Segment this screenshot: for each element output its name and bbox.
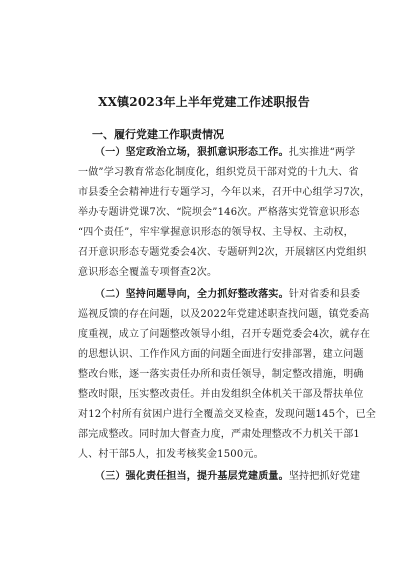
- paragraph-1-line-6: 召开意识形态专题党委会4次、专题研判2次，开展辖区内党组织: [78, 247, 367, 258]
- paragraph-2-line-1: [95, 289, 361, 301]
- paragraph-3-heading: （三）强化责任担当，提升基层党建质量。: [95, 471, 289, 482]
- paragraph-1-line-5: “四个责任”，牢牢掌握意识形态的领导权、主导权、主动权，: [78, 227, 354, 238]
- paragraph-2-line-8: 部完成整改。同时加大督查力度，严肃处理整改不力机关干部1: [78, 429, 360, 440]
- paragraph-1-line-2: 一做”学习教育常态化制度化，组织党员干部对党的十九大、省: [78, 167, 359, 178]
- paragraph-2-line-5: 整改台账，逐一落实责任办所和责任领导，制定整改措施，明确: [78, 369, 364, 380]
- paragraph-1-line-1: [95, 147, 356, 159]
- paragraph-2-line-3: 度重视，成立了问题整改领导小组，召开专题党委会4次，就存在: [78, 329, 371, 340]
- paragraph-3-line-1: [95, 471, 361, 483]
- paragraph-2-heading: （二）坚持问题导向，全力抓好整改落实。: [95, 289, 289, 300]
- paragraph-2-line-4: 的思想认识、工作作风方面的问题全面进行安排部署，建立问题: [78, 349, 364, 360]
- paragraph-1-line-7: 意识形态全覆盖专项督查2次。: [78, 267, 218, 278]
- paragraph-2-line-6: 整改时限，压实整改责任。并由发组织全体机关干部及帮扶单位: [78, 389, 364, 400]
- paragraph-1-line-4: 举办专题讲党课7次、“院坝会”146次。严格落实党管意识形态: [78, 207, 360, 218]
- paragraph-1-line-3: 市县委全会精神进行专题学习，今年以来，召开中心组学习7次，: [78, 187, 371, 198]
- paragraph-2-line-2: 巡视反馈的存在问题，以及2022年党建述职查找问题，镇党委高: [78, 309, 370, 320]
- paragraph-2-line-1-text: 针对省委和县委: [288, 289, 361, 300]
- paragraph-2-line-9: 人、村干部5人，扣发考核奖金1500元。: [78, 449, 264, 460]
- document-title: XX镇2023年上半年党建工作述职报告: [98, 95, 310, 109]
- paragraph-2-line-7: 对12个村所有贫困户进行全覆盖交叉检查，发现问题145个，已全: [78, 409, 377, 420]
- section-heading: 一、履行党建工作职责情况: [92, 128, 224, 141]
- paragraph-3-line-1-text: 坚持把抓好党建: [288, 471, 361, 482]
- paragraph-1-heading: （一）坚定政治立场，狠抓意识形态工作。: [95, 147, 289, 158]
- paragraph-1-line-1-text: 扎实推进“两学: [288, 147, 356, 158]
